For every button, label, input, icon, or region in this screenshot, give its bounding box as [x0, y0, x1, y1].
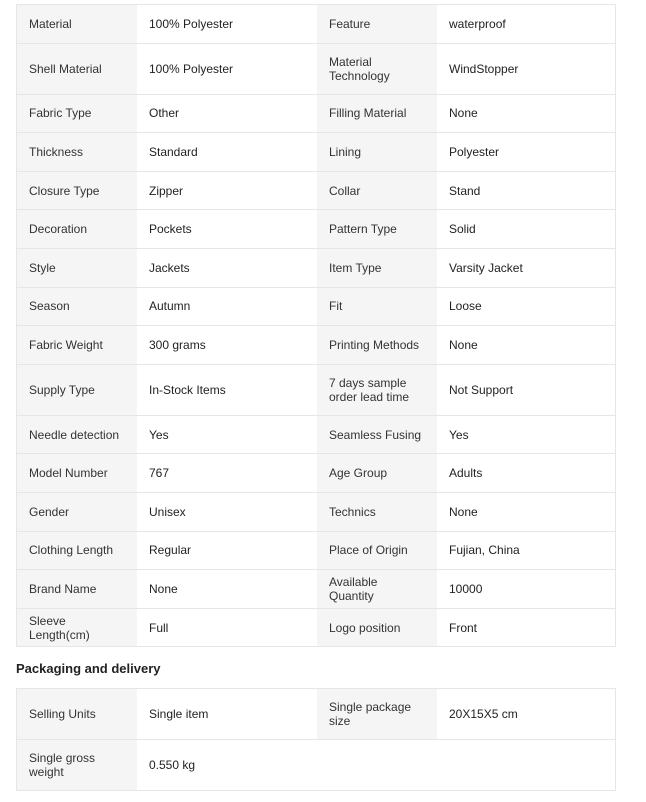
attribute-value: None: [437, 95, 615, 133]
packaging-value: Single item: [137, 689, 317, 739]
attribute-row: [17, 288, 615, 327]
attribute-value: Solid: [437, 210, 615, 248]
attribute-value: Yes: [137, 416, 317, 454]
attribute-label: Fabric Weight: [17, 326, 137, 364]
attribute-label: Closure Type: [17, 172, 137, 210]
attribute-label: Age Group: [317, 454, 437, 492]
attribute-row: [17, 493, 615, 532]
attribute-value: 767: [137, 454, 317, 492]
attribute-label: Needle detection: [17, 416, 137, 454]
attribute-label: Material: [17, 5, 137, 43]
attribute-value: Regular: [137, 532, 317, 570]
attribute-value: Adults: [437, 454, 615, 492]
attribute-row: [17, 133, 615, 172]
attribute-label: Shell Material: [17, 44, 137, 94]
attribute-value: Fujian, China: [437, 532, 615, 570]
attribute-value: waterproof: [437, 5, 615, 43]
attribute-value: In-Stock Items: [137, 365, 317, 415]
attribute-row: [17, 416, 615, 455]
attribute-label: Technics: [317, 493, 437, 531]
attribute-value: Standard: [137, 133, 317, 171]
attribute-value: None: [437, 326, 615, 364]
attribute-value: Polyester: [437, 133, 615, 171]
attribute-row: [17, 249, 615, 288]
packaging-row: [17, 740, 615, 791]
attribute-label: Filling Material: [317, 95, 437, 133]
attribute-value: Full: [137, 609, 317, 647]
packaging-label: Single gross weight: [17, 740, 137, 790]
attribute-label: Item Type: [317, 249, 437, 287]
attribute-row: [17, 326, 615, 365]
attribute-label: Seamless Fusing: [317, 416, 437, 454]
attribute-label: Clothing Length: [17, 532, 137, 570]
attribute-label: Decoration: [17, 210, 137, 248]
attribute-row: [17, 172, 615, 211]
attribute-value: 100% Polyester: [137, 5, 317, 43]
packaging-row: [17, 689, 615, 740]
attribute-row: [17, 454, 615, 493]
attribute-value: Varsity Jacket: [437, 249, 615, 287]
attribute-label: Style: [17, 249, 137, 287]
attribute-label: Supply Type: [17, 365, 137, 415]
attribute-label: Model Number: [17, 454, 137, 492]
packaging-label: Selling Units: [17, 689, 137, 739]
attribute-value: Pockets: [137, 210, 317, 248]
attribute-row: [17, 365, 615, 416]
attribute-label: Brand Name: [17, 570, 137, 608]
attribute-label: 7 days sample order lead time: [317, 365, 437, 415]
packaging-value: 0.550 kg: [137, 740, 317, 790]
attribute-label: Available Quantity: [317, 570, 437, 608]
attribute-row: [17, 609, 615, 648]
attribute-label: Sleeve Length(cm): [17, 609, 137, 647]
attribute-row: [17, 210, 615, 249]
attribute-value: 10000: [437, 570, 615, 608]
attribute-value: 300 grams: [137, 326, 317, 364]
attribute-value: Autumn: [137, 288, 317, 326]
attribute-row: [17, 532, 615, 571]
packaging-empty-cell: [317, 740, 437, 790]
attribute-row: [17, 5, 615, 44]
attribute-label: Place of Origin: [317, 532, 437, 570]
attribute-label: Gender: [17, 493, 137, 531]
attribute-value: 100% Polyester: [137, 44, 317, 94]
attribute-value: Loose: [437, 288, 615, 326]
attribute-row: [17, 570, 615, 609]
packaging-label: Single package size: [317, 689, 437, 739]
attribute-row: [17, 44, 615, 95]
packaging-empty-cell: [437, 740, 615, 790]
packaging-value: 20X15X5 cm: [437, 689, 615, 739]
attribute-label: Fit: [317, 288, 437, 326]
attribute-value: WindStopper: [437, 44, 615, 94]
attribute-label: Fabric Type: [17, 95, 137, 133]
attribute-label: Logo position: [317, 609, 437, 647]
attribute-value: Not Support: [437, 365, 615, 415]
attribute-value: Other: [137, 95, 317, 133]
attribute-label: Season: [17, 288, 137, 326]
attribute-value: Stand: [437, 172, 615, 210]
attribute-label: Collar: [317, 172, 437, 210]
packaging-table: [16, 688, 616, 791]
attribute-value: Front: [437, 609, 615, 647]
attribute-value: Zipper: [137, 172, 317, 210]
attribute-value: Unisex: [137, 493, 317, 531]
attribute-label: Pattern Type: [317, 210, 437, 248]
attribute-label: Thickness: [17, 133, 137, 171]
attribute-row: [17, 95, 615, 134]
attribute-value: None: [137, 570, 317, 608]
attributes-table: [16, 4, 616, 647]
attribute-value: None: [437, 493, 615, 531]
section-title-packaging: Packaging and delivery: [16, 661, 161, 676]
attribute-value: Jackets: [137, 249, 317, 287]
attribute-value: Yes: [437, 416, 615, 454]
attribute-label: Lining: [317, 133, 437, 171]
attribute-label: Feature: [317, 5, 437, 43]
attribute-label: Printing Methods: [317, 326, 437, 364]
attribute-label: Material Technology: [317, 44, 437, 94]
